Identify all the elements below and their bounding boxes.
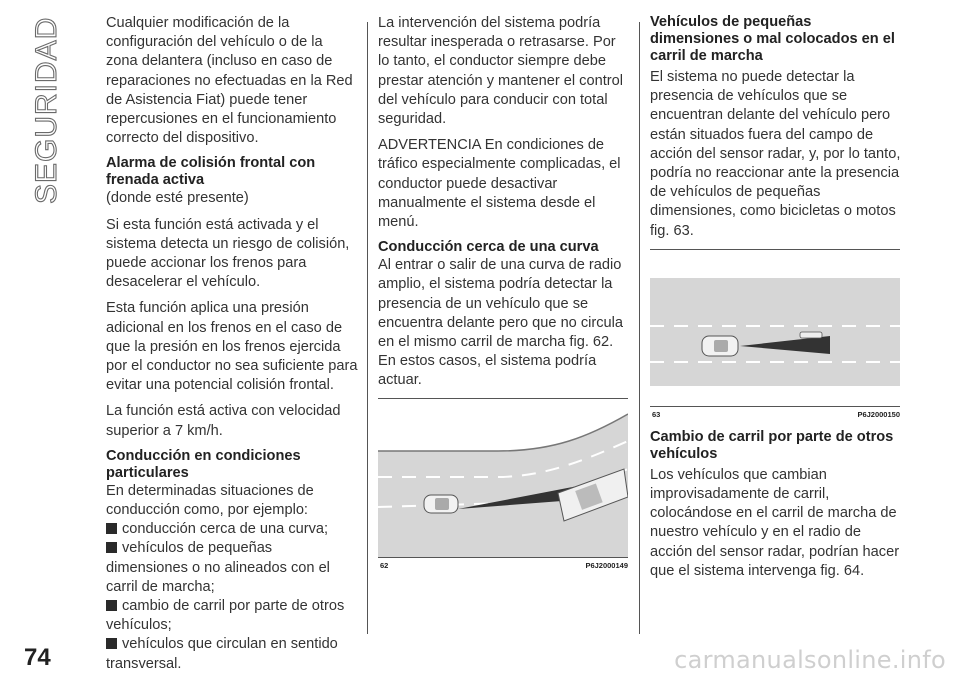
paragraph: La función está activa con velocidad superior a 7 km/h. [106,403,341,439]
list-item-text: vehículos de pequeñas dimensiones o no alineados con el carril de marcha; [106,540,330,595]
paragraph: El sistema no puede detectar la presencia de vehículos que se encuentran delante del vehículo pero están situados fuera del campo de acción del sensor radar, y, por lo tanto, podría no reaccionar ante la presencia de vehículos de pequeñas dimensiones, como bicicletas o motos fig. 63. [650,69,901,239]
section-title [22,16,64,206]
column-divider [639,22,640,634]
paragraph: Si esta función está activada y el sistema detecta un riesgo de colisión, puede accionar los frenos para desacelerar el vehículo. [106,216,350,291]
bullet-square-icon [106,638,117,649]
bullet-square-icon [106,523,117,534]
figure-62 [378,398,628,558]
figure-caption [378,558,630,572]
heading-alarm: Alarma de colisión frontal con frenada activa [106,155,316,189]
figure-caption [650,407,902,421]
heading-alarm-sub: (donde esté presente) [106,190,249,207]
car-icon [702,336,738,356]
column-3 [650,14,902,588]
paragraph: En determinadas situaciones de conducción como, por ejemplo: [106,482,314,519]
paragraph: La intervención del sistema podría resultar inesperada o retrasarse. Por lo tanto, el conductor siempre debe prestar atención y mantener el control del vehículo para conducir con total seguridad. [378,15,623,128]
paragraph: ADVERTENCIA En condiciones de tráfico especialmente complicadas, el conductor puede desactivar manualmente el sistema desde el menú. [378,137,621,231]
paragraph: Esta función aplica una presión adicional en los frenos en el caso de que la presión en los frenos ejercida por el conductor no sea suficiente para evitar una potencial colisión frontal. [106,300,358,394]
bullet-square-icon [106,600,117,611]
bicycle-icon [800,332,822,338]
heading-conditions: Conducción en condiciones particulares [106,447,301,481]
heading-small-vehicles: Vehículos de pequeñas dimensiones o mal colocados en el carril de marcha [650,14,895,64]
paragraph: Cualquier modificación de la configuración del vehículo o de la zona delantera (incluso en caso de reparaciones no efectuadas en la Red de Asistencia Fiat) puede tener repercusiones en el funcionamiento correcto del dispositivo. [106,15,353,147]
figure-code: P6J2000149 [585,560,628,570]
paragraph: Los vehículos que cambian improvisadamente de carril, colocándose en el carril de marcha de nuestro vehículo y en el radio de acción del sensor radar, podrían hacer que el sistema intervenga fig. 64. [650,466,900,579]
list-item [106,597,358,635]
heading-lane-change: Cambio de carril por parte de otros vehículos [650,428,894,462]
lane-bicycle-illustration [650,250,900,406]
page-number: 74 [24,644,51,671]
column-1 [106,14,358,674]
section-title-text: SEGURIDAD [30,16,63,204]
curve-road-illustration [378,399,628,557]
figure-63 [650,249,900,407]
list-item [106,635,358,673]
list-item [106,520,358,539]
watermark: carmanualsonline.info [674,646,946,674]
heading-curve: Conducción cerca de una curva [378,239,599,256]
figure-code: P6J2000150 [857,409,900,419]
column-2 [378,14,630,572]
list-item-text: vehículos que circulan en sentido transversal. [106,636,338,672]
figure-number: 62 [380,560,389,570]
figure-number: 63 [652,409,661,419]
list-item-text: cambio de carril por parte de otros vehículos; [106,598,345,634]
paragraph: Al entrar o salir de una curva de radio amplio, el sistema podría detectar la presencia de un vehículo que se encuentra delante pero que no circula en el mismo carril de marcha fig. 62. En estos casos, el sistema podría actuar. [378,257,624,389]
car-icon [424,495,458,513]
column-divider [367,22,368,634]
bullet-square-icon [106,542,117,553]
list-item [106,539,358,597]
list-item-text: conducción cerca de una curva; [122,521,329,538]
